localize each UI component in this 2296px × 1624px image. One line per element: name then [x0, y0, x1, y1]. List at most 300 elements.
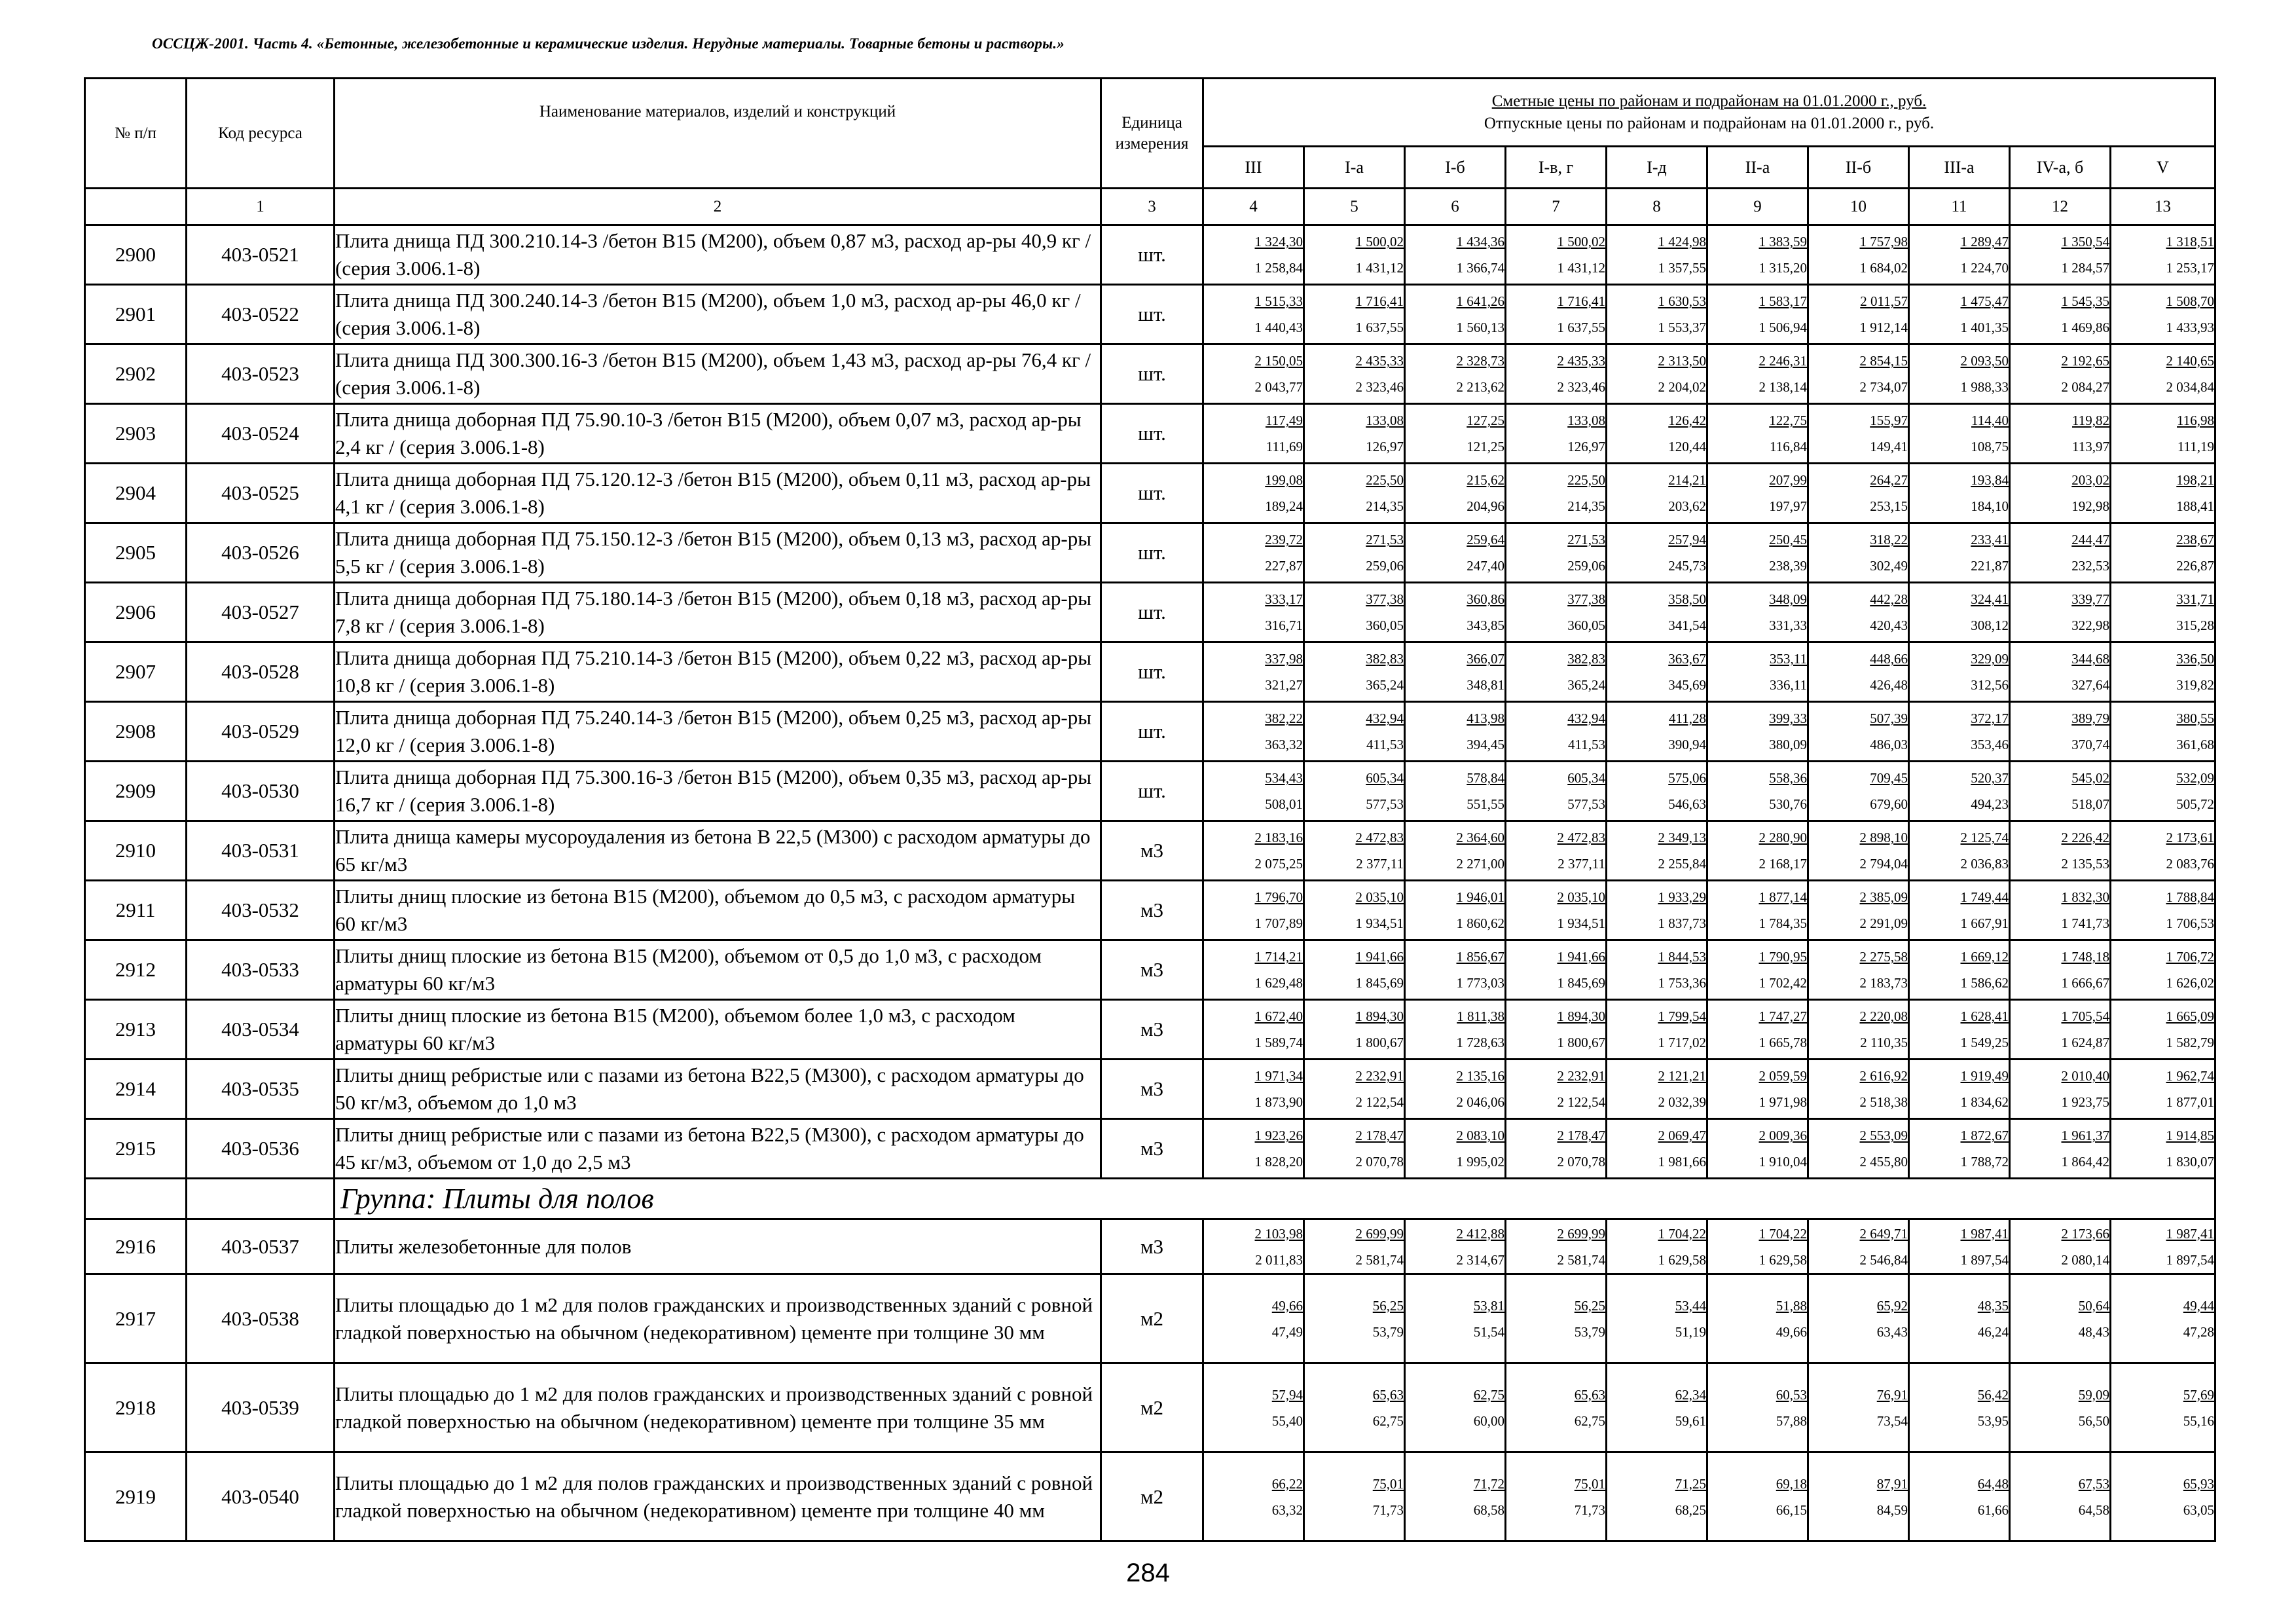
- estimate-price: 2 275,58: [1859, 949, 1908, 965]
- price-cell: [1707, 642, 1808, 702]
- release-price: 116,84: [1770, 439, 1807, 454]
- release-price: 530,76: [1769, 796, 1807, 812]
- estimate-price: 1 872,67: [1960, 1128, 2009, 1143]
- estimate-price: 324,41: [1971, 591, 2009, 607]
- release-price: 1 828,20: [1254, 1154, 1303, 1170]
- release-price: 1 910,04: [1758, 1154, 1807, 1170]
- price-cell: [1909, 762, 2010, 821]
- release-price: 1 684,02: [1859, 260, 1908, 276]
- estimate-price: 1 716,41: [1557, 293, 1605, 309]
- estimate-price: 2 472,83: [1557, 830, 1605, 845]
- estimate-price: 2 103,98: [1254, 1225, 1303, 1242]
- release-price: 1 637,55: [1355, 320, 1404, 335]
- row-num: 2918: [85, 1363, 187, 1452]
- region-header: IV-а, б: [2010, 147, 2111, 189]
- price-cell: [1607, 1060, 1707, 1119]
- release-price: 1 773,03: [1456, 975, 1504, 991]
- region-header: I-а: [1304, 147, 1405, 189]
- row-num: 2919: [85, 1452, 187, 1541]
- release-price: 1 971,98: [1758, 1094, 1807, 1110]
- release-price: 214,35: [1567, 498, 1605, 514]
- price-cell: [1405, 1363, 1506, 1452]
- estimate-price: 114,40: [1971, 413, 2009, 428]
- release-price: 68,25: [1675, 1502, 1706, 1518]
- release-price: 1 741,73: [2061, 915, 2109, 931]
- price-cell: [1707, 523, 1808, 583]
- release-price: 390,94: [1668, 737, 1706, 752]
- price-cell: [1909, 881, 2010, 940]
- price-cell: [1405, 1000, 1506, 1060]
- price-cell: [1607, 1219, 1707, 1274]
- estimate-price: 382,22: [1265, 710, 1303, 726]
- price-cell: [1607, 285, 1707, 344]
- price-cell: [1203, 821, 1304, 881]
- region-header: I-б: [1405, 147, 1506, 189]
- column-number: 13: [2111, 189, 2215, 225]
- price-cell: [1607, 702, 1707, 762]
- estimate-price: 1 946,01: [1456, 889, 1504, 905]
- row-code: 403-0532: [187, 881, 335, 940]
- estimate-price: 1 811,38: [1457, 1008, 1504, 1024]
- price-cell: [1707, 762, 1808, 821]
- price-cell: [1909, 1000, 2010, 1060]
- release-price: 518,07: [2071, 796, 2109, 812]
- release-price: 221,87: [1971, 558, 2009, 574]
- release-price: 1 224,70: [1960, 260, 2009, 276]
- estimate-price: 75,01: [1574, 1475, 1605, 1492]
- region-header: I-в, г: [1506, 147, 1607, 189]
- row-code: 403-0525: [187, 464, 335, 523]
- estimate-price: 339,77: [2071, 591, 2109, 607]
- row-unit: шт.: [1101, 285, 1203, 344]
- price-cell: [1506, 583, 1607, 642]
- estimate-price: 2 699,99: [1355, 1225, 1404, 1242]
- estimate-price: 1 716,41: [1355, 293, 1404, 309]
- price-cell: [2010, 404, 2111, 464]
- release-price: 1 589,74: [1254, 1035, 1303, 1050]
- estimate-price: 380,55: [2176, 710, 2215, 726]
- release-price: 2 455,80: [1859, 1154, 1908, 1170]
- release-price: 331,33: [1769, 618, 1807, 633]
- row-unit: шт.: [1101, 464, 1203, 523]
- release-price: 1 667,91: [1960, 915, 2009, 931]
- price-cell: [1304, 1060, 1405, 1119]
- estimate-price: 2 035,10: [1557, 889, 1605, 905]
- release-price: 2 377,11: [1558, 856, 1605, 872]
- row-num: 2917: [85, 1274, 187, 1363]
- price-cell: [1808, 225, 1909, 285]
- price-cell: [2111, 285, 2215, 344]
- release-price: 2 138,14: [1758, 379, 1807, 395]
- column-number: 4: [1203, 189, 1304, 225]
- release-price: 2 377,11: [1356, 856, 1404, 872]
- price-cell: [1607, 1119, 1707, 1179]
- price-cell: [1607, 1274, 1707, 1363]
- row-name: Плита днища ПД 300.240.14-3 /бетон В15 (М200), объем 1,0 м3, расход ар-ры 46,0 кг / (серия 3.006.1-8): [335, 285, 1101, 344]
- release-price: 2 075,25: [1254, 856, 1303, 872]
- estimate-price: 119,82: [2072, 413, 2109, 428]
- estimate-price: 336,50: [2176, 651, 2215, 667]
- price-cell: [1203, 1119, 1304, 1179]
- release-price: 1 284,57: [2061, 260, 2109, 276]
- price-cell: [1909, 583, 2010, 642]
- header-name: Наименование материалов, изделий и конструкций: [335, 79, 1101, 189]
- estimate-price: 1 706,72: [2166, 949, 2215, 965]
- estimate-price: 2 898,10: [1859, 830, 1908, 845]
- estimate-price: 65,93: [2183, 1475, 2215, 1492]
- estimate-price: 1 919,49: [1960, 1068, 2009, 1084]
- release-price: 1 706,53: [2166, 915, 2215, 931]
- release-price: 336,11: [1770, 677, 1807, 693]
- estimate-price: 2 093,50: [1960, 353, 2009, 369]
- row-name: Плиты днищ плоские из бетона В15 (М200), объемом до 0,5 м3, с расходом арматуры 60 кг/м3: [335, 881, 1101, 940]
- row-num: 2913: [85, 1000, 187, 1060]
- price-cell: [2111, 702, 2215, 762]
- estimate-price: 2 226,42: [2061, 830, 2109, 845]
- release-price: 1 469,86: [2061, 320, 2109, 335]
- price-cell: [1808, 523, 1909, 583]
- table-row: [85, 1363, 2215, 1452]
- estimate-price: 2 173,61: [2166, 830, 2215, 845]
- release-price: 1 366,74: [1456, 260, 1504, 276]
- price-cell: [1607, 881, 1707, 940]
- release-price: 53,79: [1372, 1323, 1404, 1340]
- estimate-price: 2 553,09: [1859, 1128, 1908, 1143]
- price-cell: [1405, 642, 1506, 702]
- price-cell: [1707, 821, 1808, 881]
- estimate-price: 1 790,95: [1758, 949, 1807, 965]
- estimate-price: 1 933,29: [1658, 889, 1706, 905]
- row-code: 403-0526: [187, 523, 335, 583]
- prices-title-release: Отпускные цены по районам и подрайонам на 01.01.2000 г., руб.: [1484, 114, 1935, 132]
- price-cell: [1203, 940, 1304, 1000]
- release-price: 192,98: [2071, 498, 2109, 514]
- price-cell: [1405, 523, 1506, 583]
- estimate-price: 1 515,33: [1254, 293, 1303, 309]
- price-cell: [2111, 404, 2215, 464]
- estimate-price: 1 705,54: [2061, 1008, 2109, 1024]
- price-cell: [2111, 881, 2215, 940]
- release-price: 55,40: [1271, 1412, 1303, 1429]
- release-price: 47,28: [2183, 1323, 2215, 1340]
- estimate-price: 605,34: [1366, 770, 1404, 786]
- row-unit: м3: [1101, 1000, 1203, 1060]
- estimate-price: 2 173,66: [2061, 1225, 2109, 1242]
- price-cell: [1304, 642, 1405, 702]
- table-row: [85, 821, 2215, 881]
- release-price: 1 912,14: [1859, 320, 1908, 335]
- price-cell: [1405, 762, 1506, 821]
- estimate-price: 1 987,41: [1960, 1225, 2009, 1242]
- release-price: 363,32: [1265, 737, 1303, 752]
- price-cell: [2010, 583, 2111, 642]
- price-cell: [1909, 285, 2010, 344]
- price-cell: [1304, 404, 1405, 464]
- estimate-price: 65,63: [1574, 1386, 1605, 1403]
- price-cell: [1506, 1452, 1607, 1541]
- price-cell: [1808, 1274, 1909, 1363]
- release-price: 238,39: [1769, 558, 1807, 574]
- release-price: 1 666,67: [2061, 975, 2109, 991]
- release-price: 1 629,58: [1658, 1251, 1706, 1268]
- prices-title-estimate: Сметные цены по районам и подрайонам на 01.01.2000 г., руб.: [1491, 92, 1927, 110]
- release-price: 1 560,13: [1456, 320, 1504, 335]
- release-price: 1 315,20: [1758, 260, 1807, 276]
- release-price: 60,00: [1473, 1412, 1504, 1429]
- estimate-price: 360,86: [1467, 591, 1504, 607]
- row-unit: шт.: [1101, 225, 1203, 285]
- column-number: 5: [1304, 189, 1405, 225]
- price-cell: [1405, 702, 1506, 762]
- estimate-price: 71,25: [1675, 1475, 1706, 1492]
- price-cell: [1707, 1060, 1808, 1119]
- row-num: 2906: [85, 583, 187, 642]
- release-price: 1 253,17: [2166, 260, 2215, 276]
- table-row: [85, 1219, 2215, 1274]
- row-num: 2908: [85, 702, 187, 762]
- release-price: 315,28: [2176, 618, 2215, 633]
- release-price: 2 011,83: [1255, 1251, 1303, 1268]
- estimate-price: 2 349,13: [1658, 830, 1706, 845]
- release-price: 1 440,43: [1254, 320, 1303, 335]
- price-cell: [1707, 464, 1808, 523]
- table-row: [85, 404, 2215, 464]
- row-num: 2902: [85, 344, 187, 404]
- price-cell: [1203, 762, 1304, 821]
- release-price: 1 845,69: [1557, 975, 1605, 991]
- estimate-price: 331,71: [2176, 591, 2215, 607]
- estimate-price: 1 961,37: [2061, 1128, 2109, 1143]
- row-code: 403-0529: [187, 702, 335, 762]
- price-cell: [1607, 1000, 1707, 1060]
- estimate-price: 1 475,47: [1960, 293, 2009, 309]
- estimate-price: 709,45: [1870, 770, 1908, 786]
- release-price: 1 834,62: [1960, 1094, 2009, 1110]
- price-cell: [1506, 344, 1607, 404]
- release-price: 1 586,62: [1960, 975, 2009, 991]
- estimate-price: 2 083,10: [1456, 1128, 1504, 1143]
- region-header: II-а: [1707, 147, 1808, 189]
- release-price: 1 923,75: [2061, 1094, 2109, 1110]
- price-cell: [1607, 523, 1707, 583]
- estimate-price: 1 748,18: [2061, 949, 2109, 965]
- row-code: 403-0540: [187, 1452, 335, 1541]
- price-cell: [2010, 1274, 2111, 1363]
- price-cell: [2111, 225, 2215, 285]
- region-header: V: [2111, 147, 2215, 189]
- price-cell: [1808, 344, 1909, 404]
- table-row: [85, 285, 2215, 344]
- release-price: 577,53: [1366, 796, 1404, 812]
- price-cell: [2111, 940, 2215, 1000]
- estimate-price: 532,09: [2176, 770, 2215, 786]
- row-num: 2907: [85, 642, 187, 702]
- release-price: 63,05: [2183, 1502, 2215, 1518]
- price-cell: [1506, 762, 1607, 821]
- row-code: 403-0536: [187, 1119, 335, 1179]
- estimate-price: 2 140,65: [2166, 353, 2215, 369]
- estimate-price: 117,49: [1266, 413, 1303, 428]
- price-cell: [1405, 344, 1506, 404]
- estimate-price: 264,27: [1870, 472, 1908, 488]
- estimate-price: 432,94: [1366, 710, 1404, 726]
- estimate-price: 257,94: [1668, 532, 1706, 547]
- price-cell: [1909, 1060, 2010, 1119]
- estimate-price: 1 788,84: [2166, 889, 2215, 905]
- estimate-price: 1 583,17: [1758, 293, 1807, 309]
- estimate-price: 2 121,21: [1658, 1068, 1706, 1084]
- price-cell: [1203, 1219, 1304, 1274]
- estimate-price: 203,02: [2071, 472, 2109, 488]
- estimate-price: 56,42: [1977, 1386, 2009, 1403]
- table-row: [85, 940, 2215, 1000]
- row-num: 2912: [85, 940, 187, 1000]
- estimate-price: 238,67: [2176, 532, 2215, 547]
- estimate-price: 432,94: [1567, 710, 1605, 726]
- estimate-price: 59,09: [2078, 1386, 2109, 1403]
- estimate-price: 2 649,71: [1859, 1225, 1908, 1242]
- price-cell: [1304, 344, 1405, 404]
- price-cell: [1909, 523, 2010, 583]
- estimate-price: 87,91: [1876, 1475, 1908, 1492]
- release-price: 2 271,00: [1456, 856, 1504, 872]
- row-num: 2915: [85, 1119, 187, 1179]
- price-cell: [1808, 1000, 1909, 1060]
- price-cell: [1607, 762, 1707, 821]
- release-price: 321,27: [1265, 677, 1303, 693]
- estimate-price: 1 894,30: [1355, 1008, 1404, 1024]
- price-cell: [2010, 1000, 2111, 1060]
- estimate-price: 1 500,02: [1355, 234, 1404, 249]
- row-unit: шт.: [1101, 344, 1203, 404]
- estimate-price: 122,75: [1769, 413, 1807, 428]
- price-cell: [2010, 285, 2111, 344]
- row-num: 2904: [85, 464, 187, 523]
- price-cell: [1808, 1363, 1909, 1452]
- price-cell: [1808, 404, 1909, 464]
- row-code: 403-0535: [187, 1060, 335, 1119]
- row-num: 2905: [85, 523, 187, 583]
- release-price: 1 506,94: [1758, 320, 1807, 335]
- price-cell: [2010, 642, 2111, 702]
- estimate-price: 199,08: [1265, 472, 1303, 488]
- release-price: 2 213,62: [1456, 379, 1504, 395]
- price-cell: [1506, 285, 1607, 344]
- release-price: 2 070,78: [1355, 1154, 1404, 1170]
- estimate-price: 57,94: [1271, 1386, 1303, 1403]
- release-price: 2 291,09: [1859, 915, 1908, 931]
- price-cell: [1405, 225, 1506, 285]
- release-price: 1 549,25: [1960, 1035, 2009, 1050]
- release-price: 189,24: [1265, 498, 1303, 514]
- release-price: 1 897,54: [2166, 1251, 2215, 1268]
- row-unit: м3: [1101, 881, 1203, 940]
- release-price: 204,96: [1467, 498, 1504, 514]
- row-code: 403-0530: [187, 762, 335, 821]
- price-cell: [1203, 583, 1304, 642]
- release-price: 322,98: [2071, 618, 2109, 633]
- row-name: Плита днища доборная ПД 75.150.12-3 /бетон В15 (М200), объем 0,13 м3, расход ар-ры 5,5 кг / (серия 3.006.1-8): [335, 523, 1101, 583]
- column-number: 10: [1808, 189, 1909, 225]
- release-price: 214,35: [1366, 498, 1404, 514]
- row-code: 403-0539: [187, 1363, 335, 1452]
- estimate-price: 358,50: [1668, 591, 1706, 607]
- estimate-price: 65,92: [1876, 1297, 1908, 1314]
- price-cell: [1405, 583, 1506, 642]
- price-cell: [1203, 285, 1304, 344]
- price-cell: [2010, 1219, 2111, 1274]
- release-price: 259,06: [1567, 558, 1605, 574]
- release-price: 380,09: [1769, 737, 1807, 752]
- row-name: Плиты площадью до 1 м2 для полов гражданских и производственных зданий с ровной гладкой поверхностью на обычном (недекоративном) цементе при толщине 30 мм: [335, 1274, 1101, 1363]
- estimate-price: 60,53: [1776, 1386, 1807, 1403]
- price-cell: [1909, 642, 2010, 702]
- release-price: 1 624,87: [2061, 1035, 2109, 1050]
- estimate-price: 520,37: [1971, 770, 2009, 786]
- release-price: 113,97: [2072, 439, 2109, 454]
- estimate-price: 1 704,22: [1758, 1225, 1807, 1242]
- row-code: 403-0528: [187, 642, 335, 702]
- price-cell: [1808, 881, 1909, 940]
- estimate-price: 534,43: [1265, 770, 1303, 786]
- table-row: [85, 464, 2215, 523]
- release-price: 2 323,46: [1355, 379, 1404, 395]
- price-cell: [1607, 642, 1707, 702]
- estimate-price: 348,09: [1769, 591, 1807, 607]
- release-price: 1 934,51: [1355, 915, 1404, 931]
- estimate-price: 1 545,35: [2061, 293, 2109, 309]
- release-price: 2 546,84: [1859, 1251, 1908, 1268]
- release-price: 420,43: [1870, 618, 1908, 633]
- release-price: 1 665,78: [1758, 1035, 1807, 1050]
- price-cell: [1506, 523, 1607, 583]
- table-row: [85, 344, 2215, 404]
- estimate-price: 244,47: [2071, 532, 2109, 547]
- price-cell: [2010, 762, 2111, 821]
- release-price: 63,43: [1876, 1323, 1908, 1340]
- price-cell: [1405, 1274, 1506, 1363]
- estimate-price: 2 069,47: [1658, 1128, 1706, 1143]
- estimate-price: 1 508,70: [2166, 293, 2215, 309]
- group-title: Группа: Плиты для полов: [335, 1179, 2215, 1219]
- estimate-price: 207,99: [1769, 472, 1807, 488]
- release-price: 1 897,54: [1960, 1251, 2009, 1268]
- estimate-price: 2 246,31: [1758, 353, 1807, 369]
- estimate-price: 2 472,83: [1355, 830, 1404, 845]
- release-price: 2 032,39: [1658, 1094, 1706, 1110]
- price-cell: [1808, 583, 1909, 642]
- estimate-price: 259,64: [1467, 532, 1504, 547]
- estimate-price: 1 894,30: [1557, 1008, 1605, 1024]
- row-name: Плиты днищ ребристые или с пазами из бетона В22,5 (М300), с расходом арматуры до 45 кг/м3, объемом от 1,0 до 2,5 м3: [335, 1119, 1101, 1179]
- row-code: 403-0538: [187, 1274, 335, 1363]
- estimate-price: 1 941,66: [1557, 949, 1605, 965]
- header-num: № п/п: [85, 79, 187, 189]
- release-price: 108,75: [1971, 439, 2009, 454]
- estimate-price: 558,36: [1769, 770, 1807, 786]
- release-price: 2 183,73: [1859, 975, 1908, 991]
- row-name: Плиты площадью до 1 м2 для полов гражданских и производственных зданий с ровной гладкой поверхностью на обычном (недекоративном) цементе при толщине 40 мм: [335, 1452, 1101, 1541]
- price-cell: [1203, 1452, 1304, 1541]
- price-cell: [2010, 1119, 2111, 1179]
- page-number: 284: [1126, 1559, 1170, 1587]
- estimate-price: 126,42: [1668, 413, 1706, 428]
- price-cell: [1304, 583, 1405, 642]
- estimate-price: 2 178,47: [1355, 1128, 1404, 1143]
- estimate-price: 225,50: [1366, 472, 1404, 488]
- estimate-price: 377,38: [1366, 591, 1404, 607]
- price-cell: [1808, 1119, 1909, 1179]
